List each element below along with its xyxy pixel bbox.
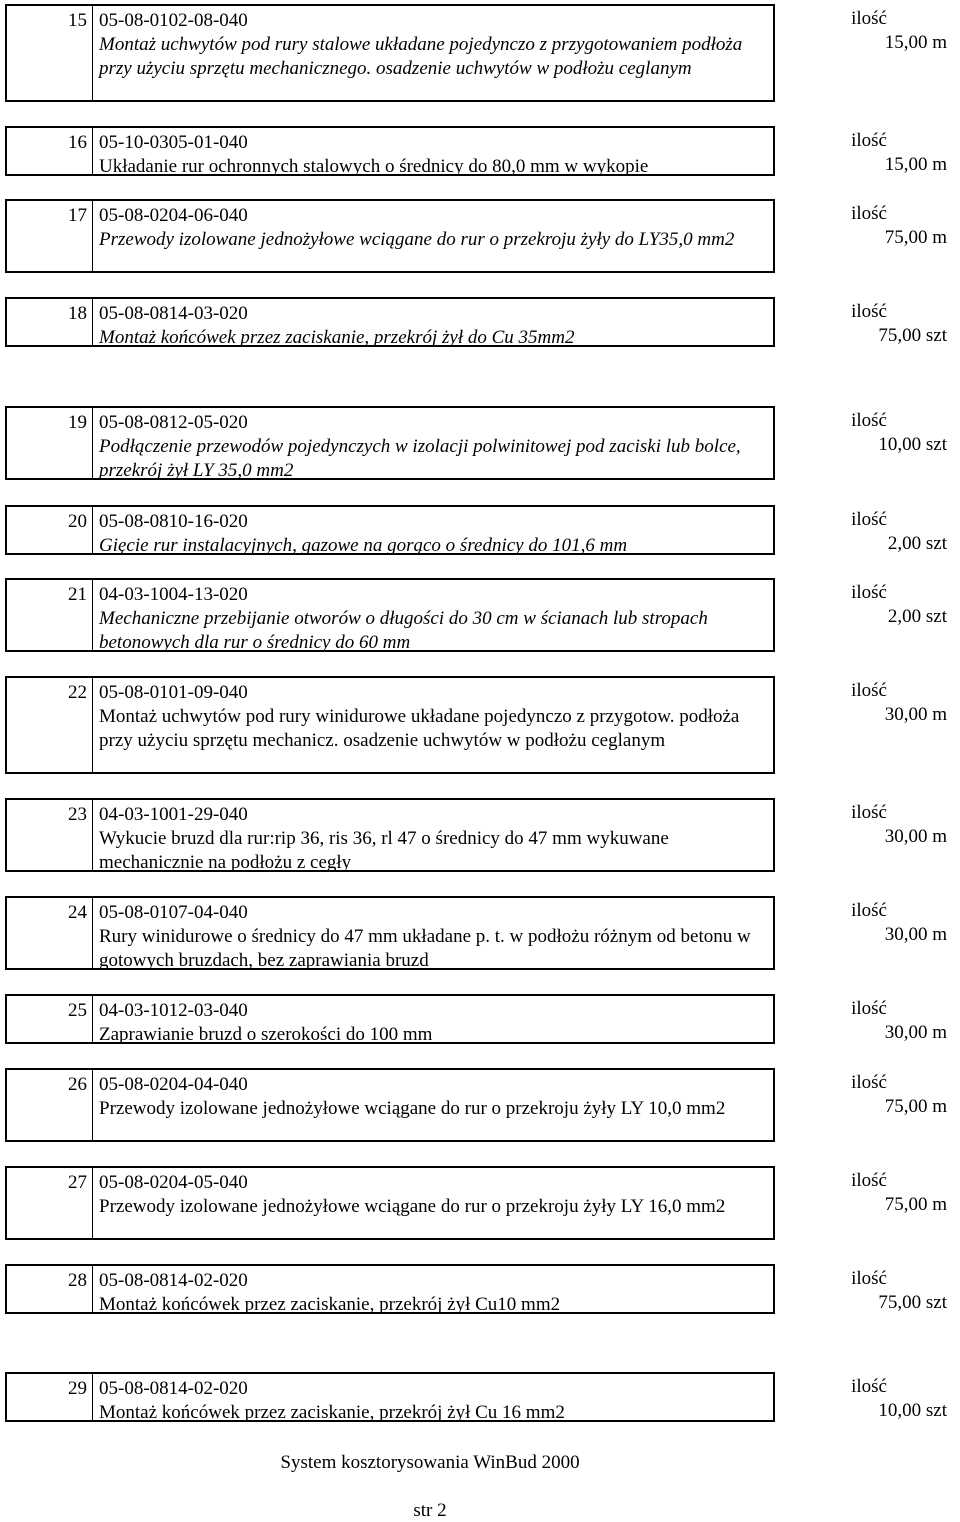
- row-quantity: [775, 676, 957, 774]
- row-quantity: [775, 4, 957, 102]
- row-description: [93, 4, 775, 102]
- catalog-code: 05-08-0810-16-020: [99, 511, 248, 532]
- estimate-row: [5, 505, 957, 555]
- work-description: Przewody izolowane jednożyłowe wciągane do rur o przekroju żyły do LY35,0 mm2: [99, 229, 735, 250]
- catalog-code: 05-08-0204-05-040: [99, 1172, 248, 1193]
- catalog-code: 04-03-1001-29-040: [99, 804, 248, 825]
- row-description: [93, 798, 775, 872]
- row-number: 17: [5, 199, 93, 273]
- work-description: Przewody izolowane jednożyłowe wciągane do rur o przekroju żyły LY 16,0 mm2: [99, 1196, 726, 1217]
- catalog-code: 05-08-0204-06-040: [99, 205, 248, 226]
- quantity-label: ilość: [851, 582, 887, 603]
- work-description: Montaż uchwytów pod rury stalowe układane pojedynczo z przygotowaniem podłoża przy użyciu sprzętu mechanicznego. osadzenie uchwytów w podłożu ceglanym: [99, 34, 743, 79]
- catalog-code: 05-08-0814-02-020: [99, 1270, 248, 1291]
- row-description: [93, 199, 775, 273]
- row-quantity: [775, 1264, 957, 1314]
- catalog-code: 05-08-0812-05-020: [99, 412, 248, 433]
- row-number: 16: [5, 126, 93, 176]
- quantity-label: ilość: [851, 900, 887, 921]
- row-description: [93, 297, 775, 347]
- row-description: [93, 1264, 775, 1314]
- row-number: 27: [5, 1166, 93, 1240]
- estimate-row: [5, 1068, 957, 1142]
- row-quantity: [775, 896, 957, 970]
- quantity-value: 10,00 szt: [878, 434, 947, 455]
- row-number: 23: [5, 798, 93, 872]
- row-number: 15: [5, 4, 93, 102]
- row-quantity: [775, 1372, 957, 1422]
- row-number: 25: [5, 994, 93, 1044]
- quantity-value: 10,00 szt: [878, 1400, 947, 1421]
- row-number: 18: [5, 297, 93, 347]
- row-quantity: [775, 406, 957, 480]
- row-number: 29: [5, 1372, 93, 1422]
- row-number: 22: [5, 676, 93, 774]
- estimate-row: [5, 4, 957, 102]
- quantity-label: ilość: [851, 8, 887, 29]
- estimate-row: [5, 676, 957, 774]
- quantity-label: ilość: [851, 802, 887, 823]
- quantity-value: 30,00 m: [884, 704, 947, 725]
- work-description: Gięcie rur instalacyjnych, gazowe na gorąco o średnicy do 101,6 mm: [99, 535, 628, 556]
- row-quantity: [775, 505, 957, 555]
- footer-system: System kosztorysowania WinBud 2000: [280, 1452, 580, 1473]
- estimate-row: [5, 896, 957, 970]
- work-description: Montaż uchwytów pod rury winidurowe układane pojedynczo z przygotow. podłoża przy użyciu sprzętu mechanicz. osadzenie uchwytów w podłożu ceglanym: [99, 706, 740, 751]
- row-number: 28: [5, 1264, 93, 1314]
- row-description: [93, 1068, 775, 1142]
- work-description: Montaż końcówek przez zaciskanie, przekrój żył Cu10 mm2: [99, 1294, 561, 1315]
- estimate-row: [5, 1166, 957, 1240]
- estimate-row: [5, 126, 957, 176]
- estimate-row: [5, 297, 957, 347]
- row-description: [93, 578, 775, 652]
- work-description: Wykucie bruzd dla rur:rip 36, ris 36, rl 47 o średnicy do 47 mm wykuwane mechanicznie na podłożu z cegły: [99, 828, 669, 873]
- row-quantity: [775, 297, 957, 347]
- quantity-label: ilość: [851, 203, 887, 224]
- row-description: [93, 1372, 775, 1422]
- quantity-value: 15,00 m: [884, 154, 947, 175]
- estimate-row: [5, 578, 957, 652]
- row-quantity: [775, 199, 957, 273]
- quantity-label: ilość: [851, 998, 887, 1019]
- quantity-label: ilość: [851, 680, 887, 701]
- work-description: Zaprawianie bruzd o szerokości do 100 mm: [99, 1024, 433, 1045]
- row-description: [93, 994, 775, 1044]
- catalog-code: 04-03-1012-03-040: [99, 1000, 248, 1021]
- estimate-row: [5, 1264, 957, 1314]
- row-description: [93, 505, 775, 555]
- row-description: [93, 896, 775, 970]
- row-quantity: [775, 578, 957, 652]
- catalog-code: 05-08-0204-04-040: [99, 1074, 248, 1095]
- row-number: 20: [5, 505, 93, 555]
- quantity-value: 75,00 szt: [878, 1292, 947, 1313]
- quantity-label: ilość: [851, 1376, 887, 1397]
- quantity-label: ilość: [851, 509, 887, 530]
- row-quantity: [775, 1068, 957, 1142]
- work-description: Przewody izolowane jednożyłowe wciągane do rur o przekroju żyły LY 10,0 mm2: [99, 1098, 726, 1119]
- work-description: Układanie rur ochronnych stalowych o średnicy do 80,0 mm w wykopie: [99, 156, 649, 177]
- catalog-code: 05-08-0101-09-040: [99, 682, 248, 703]
- quantity-value: 15,00 m: [884, 32, 947, 53]
- quantity-value: 2,00 szt: [887, 606, 947, 627]
- quantity-value: 30,00 m: [884, 1022, 947, 1043]
- quantity-value: 75,00 m: [884, 227, 947, 248]
- row-number: 19: [5, 406, 93, 480]
- row-quantity: [775, 994, 957, 1044]
- quantity-value: 30,00 m: [884, 924, 947, 945]
- work-description: Montaż końcówek przez zaciskanie, przekrój żył Cu 16 mm2: [99, 1402, 565, 1423]
- quantity-value: 30,00 m: [884, 826, 947, 847]
- catalog-code: 05-08-0107-04-040: [99, 902, 248, 923]
- quantity-label: ilość: [851, 410, 887, 431]
- row-description: [93, 406, 775, 480]
- row-description: [93, 676, 775, 774]
- work-description: Montaż końcówek przez zaciskanie, przekrój żył do Cu 35mm2: [99, 327, 575, 348]
- catalog-code: 05-08-0102-08-040: [99, 10, 248, 31]
- row-description: [93, 126, 775, 176]
- row-number: 26: [5, 1068, 93, 1142]
- catalog-code: 04-03-1004-13-020: [99, 584, 248, 605]
- row-number: 24: [5, 896, 93, 970]
- page-number: str 2: [413, 1500, 447, 1521]
- row-quantity: [775, 126, 957, 176]
- work-description: Mechaniczne przebijanie otworów o długości do 30 cm w ścianach lub stropach betonowych dla rur o średnicy do 60 mm: [99, 608, 708, 653]
- row-quantity: [775, 798, 957, 872]
- estimate-row: [5, 406, 957, 480]
- quantity-label: ilość: [851, 130, 887, 151]
- estimate-row: [5, 994, 957, 1044]
- row-description: [93, 1166, 775, 1240]
- row-number: 21: [5, 578, 93, 652]
- catalog-code: 05-10-0305-01-040: [99, 132, 248, 153]
- quantity-value: 75,00 m: [884, 1096, 947, 1117]
- quantity-label: ilość: [851, 1072, 887, 1093]
- estimate-row: [5, 1372, 957, 1422]
- quantity-value: 2,00 szt: [887, 533, 947, 554]
- estimate-row: [5, 798, 957, 872]
- quantity-value: 75,00 szt: [878, 325, 947, 346]
- quantity-label: ilość: [851, 1268, 887, 1289]
- row-quantity: [775, 1166, 957, 1240]
- catalog-code: 05-08-0814-03-020: [99, 303, 248, 324]
- work-description: Podłączenie przewodów pojedynczych w izolacji polwinitowej pod zaciski lub bolce, przekrój żył LY 35,0 mm2: [99, 436, 741, 481]
- work-description: Rury winidurowe o średnicy do 47 mm układane p. t. w podłożu różnym od betonu w gotowych bruzdach, bez zaprawiania bruzd: [99, 926, 751, 971]
- quantity-label: ilość: [851, 301, 887, 322]
- quantity-value: 75,00 m: [884, 1194, 947, 1215]
- catalog-code: 05-08-0814-02-020: [99, 1378, 248, 1399]
- estimate-row: [5, 199, 957, 273]
- quantity-label: ilość: [851, 1170, 887, 1191]
